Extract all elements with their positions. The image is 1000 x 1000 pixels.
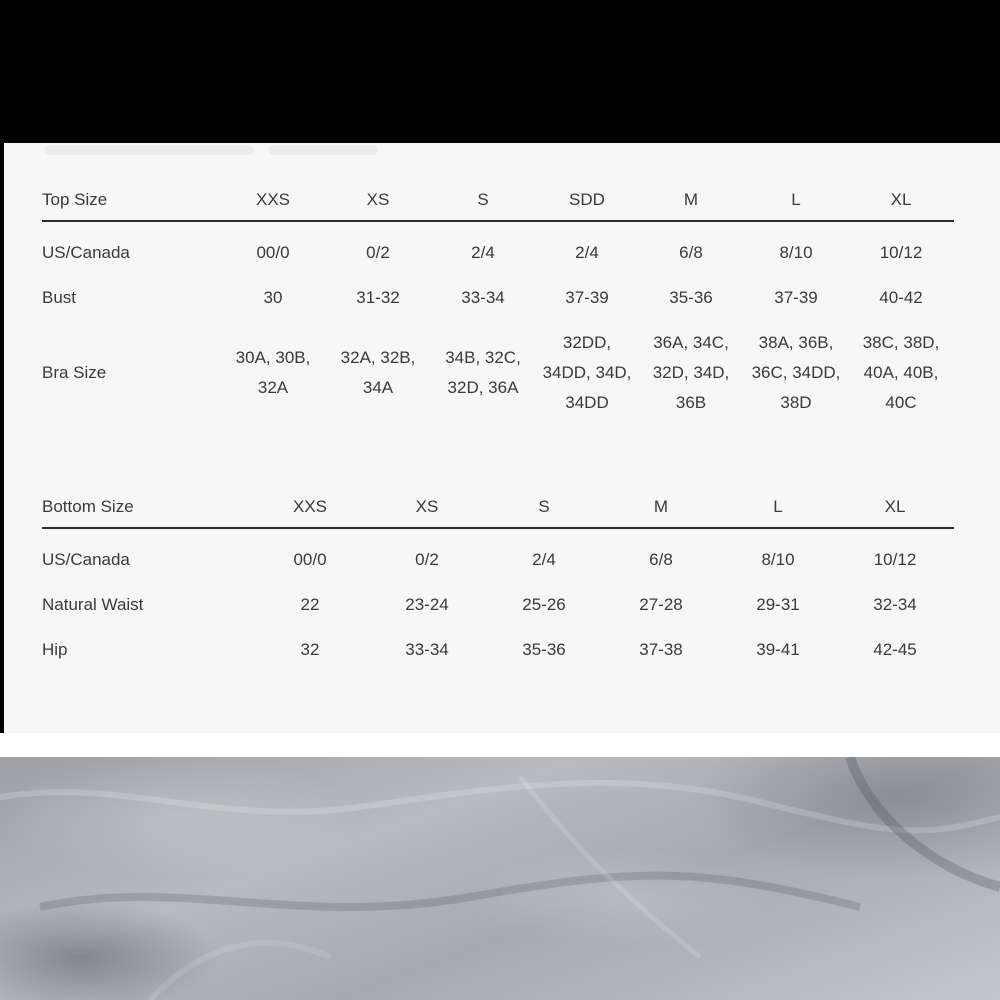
bottom-row-label: US/Canada <box>42 550 130 569</box>
bra-size-cell <box>341 343 416 403</box>
bra-size-cell <box>752 328 841 418</box>
bottom-row-cell: 6/8 <box>649 550 673 569</box>
top-row-cell: 8/10 <box>779 243 813 262</box>
top-size-header-3: SDD <box>569 190 605 209</box>
bra-size-line: 32A <box>257 378 289 397</box>
bottom-row-cell: 25-26 <box>522 595 566 614</box>
bottom-row-cell: 8/10 <box>761 550 795 569</box>
bra-size-cell <box>236 343 311 403</box>
bra-size-line: 36C, 34DD, <box>751 363 841 382</box>
fabric-photo <box>0 757 1000 1000</box>
bottom-row-cell: 37-38 <box>639 640 683 659</box>
bra-size-line: 30A, 30B, <box>235 348 311 367</box>
fabric-wrinkles <box>0 757 1000 1000</box>
bottom-row-cell: 42-45 <box>873 640 917 659</box>
top-size-header-6: XL <box>890 190 912 209</box>
top-size-header-0: XXS <box>255 190 291 209</box>
bra-size-line: 40C <box>885 393 917 412</box>
top-size-header-1: XS <box>366 190 390 209</box>
top-size-header-5: L <box>791 190 801 209</box>
top-row-label: Bust <box>42 288 77 307</box>
bra-size-cell <box>445 343 521 403</box>
bottom-row-cell: 39-41 <box>756 640 800 659</box>
bottom-row-cell: 00/0 <box>293 550 327 569</box>
bra-size-line: 38D <box>780 393 812 412</box>
bottom-size-header-4: L <box>773 497 783 516</box>
top-row-cell: 37-39 <box>565 288 609 307</box>
top-row-cell: 35-36 <box>669 288 713 307</box>
bottom-row-cell: 2/4 <box>532 550 556 569</box>
top-size-header-label: Top Size <box>42 190 108 209</box>
bra-size-line: 34DD, 34D, <box>542 363 632 382</box>
bottom-row-cell: 35-36 <box>522 640 566 659</box>
bra-size-cell <box>863 328 940 418</box>
bra-size-cell <box>653 328 730 418</box>
bottom-row-cell: 22 <box>300 595 320 614</box>
top-black-bar <box>0 0 1000 143</box>
top-row-cell: 33-34 <box>461 288 505 307</box>
bottom-size-header-2: S <box>538 497 550 516</box>
top-row-cell: 6/8 <box>679 243 703 262</box>
size-chart-card <box>4 143 1000 733</box>
top-row-cell: 0/2 <box>366 243 390 262</box>
top-header-rule <box>42 220 954 222</box>
bottom-row-cell: 10/12 <box>873 550 917 569</box>
top-row-cell: 31-32 <box>356 288 400 307</box>
bra-size-line: 36A, 34C, <box>653 333 729 352</box>
bottom-size-header-0: XXS <box>292 497 328 516</box>
bottom-row-cell: 27-28 <box>639 595 683 614</box>
bottom-row-cell: 33-34 <box>405 640 449 659</box>
bottom-row-cell: 0/2 <box>415 550 439 569</box>
bra-size-label: Bra Size <box>42 363 107 382</box>
bottom-size-header-5: XL <box>884 497 906 516</box>
bra-size-line: 40A, 40B, <box>863 363 939 382</box>
bottom-row-cell: 32 <box>300 640 320 659</box>
top-size-header-4: M <box>683 190 699 209</box>
bra-size-line: 34DD <box>565 393 609 412</box>
bra-size-cell <box>543 328 632 418</box>
bra-size-line: 34B, 32C, <box>445 348 521 367</box>
bottom-size-header-3: M <box>653 497 669 516</box>
bra-size-line: 32D, 34D, <box>652 363 730 382</box>
top-row-cell: 37-39 <box>774 288 818 307</box>
bottom-size-header-1: XS <box>415 497 439 516</box>
white-divider-strip <box>0 733 1000 757</box>
bra-size-line: 32D, 36A <box>447 378 519 397</box>
bra-size-line: 32DD, <box>562 333 612 352</box>
bra-size-line: 36B <box>675 393 707 412</box>
top-row-cell: 10/12 <box>879 243 923 262</box>
bra-size-line: 38A, 36B, <box>758 333 834 352</box>
bottom-row-cell: 23-24 <box>405 595 449 614</box>
bra-size-line: 32A, 32B, <box>340 348 416 367</box>
tab-ghost-left <box>44 145 254 155</box>
bottom-row-label: Hip <box>42 640 68 659</box>
top-row-cell: 2/4 <box>575 243 599 262</box>
bra-size-line: 34A <box>362 378 394 397</box>
bottom-row-label: Natural Waist <box>42 595 144 614</box>
bottom-row-cell: 32-34 <box>873 595 917 614</box>
bottom-size-header-label: Bottom Size <box>42 497 134 516</box>
bra-size-line: 38C, 38D, <box>862 333 940 352</box>
bottom-row-cell: 29-31 <box>756 595 800 614</box>
top-row-cell: 00/0 <box>256 243 290 262</box>
top-row-cell: 40-42 <box>879 288 923 307</box>
tab-ghost-right <box>268 145 378 155</box>
top-row-cell: 2/4 <box>471 243 495 262</box>
top-row-label: US/Canada <box>42 243 130 262</box>
bottom-header-rule <box>42 527 954 529</box>
top-row-cell: 30 <box>263 288 283 307</box>
top-size-header-2: S <box>477 190 489 209</box>
